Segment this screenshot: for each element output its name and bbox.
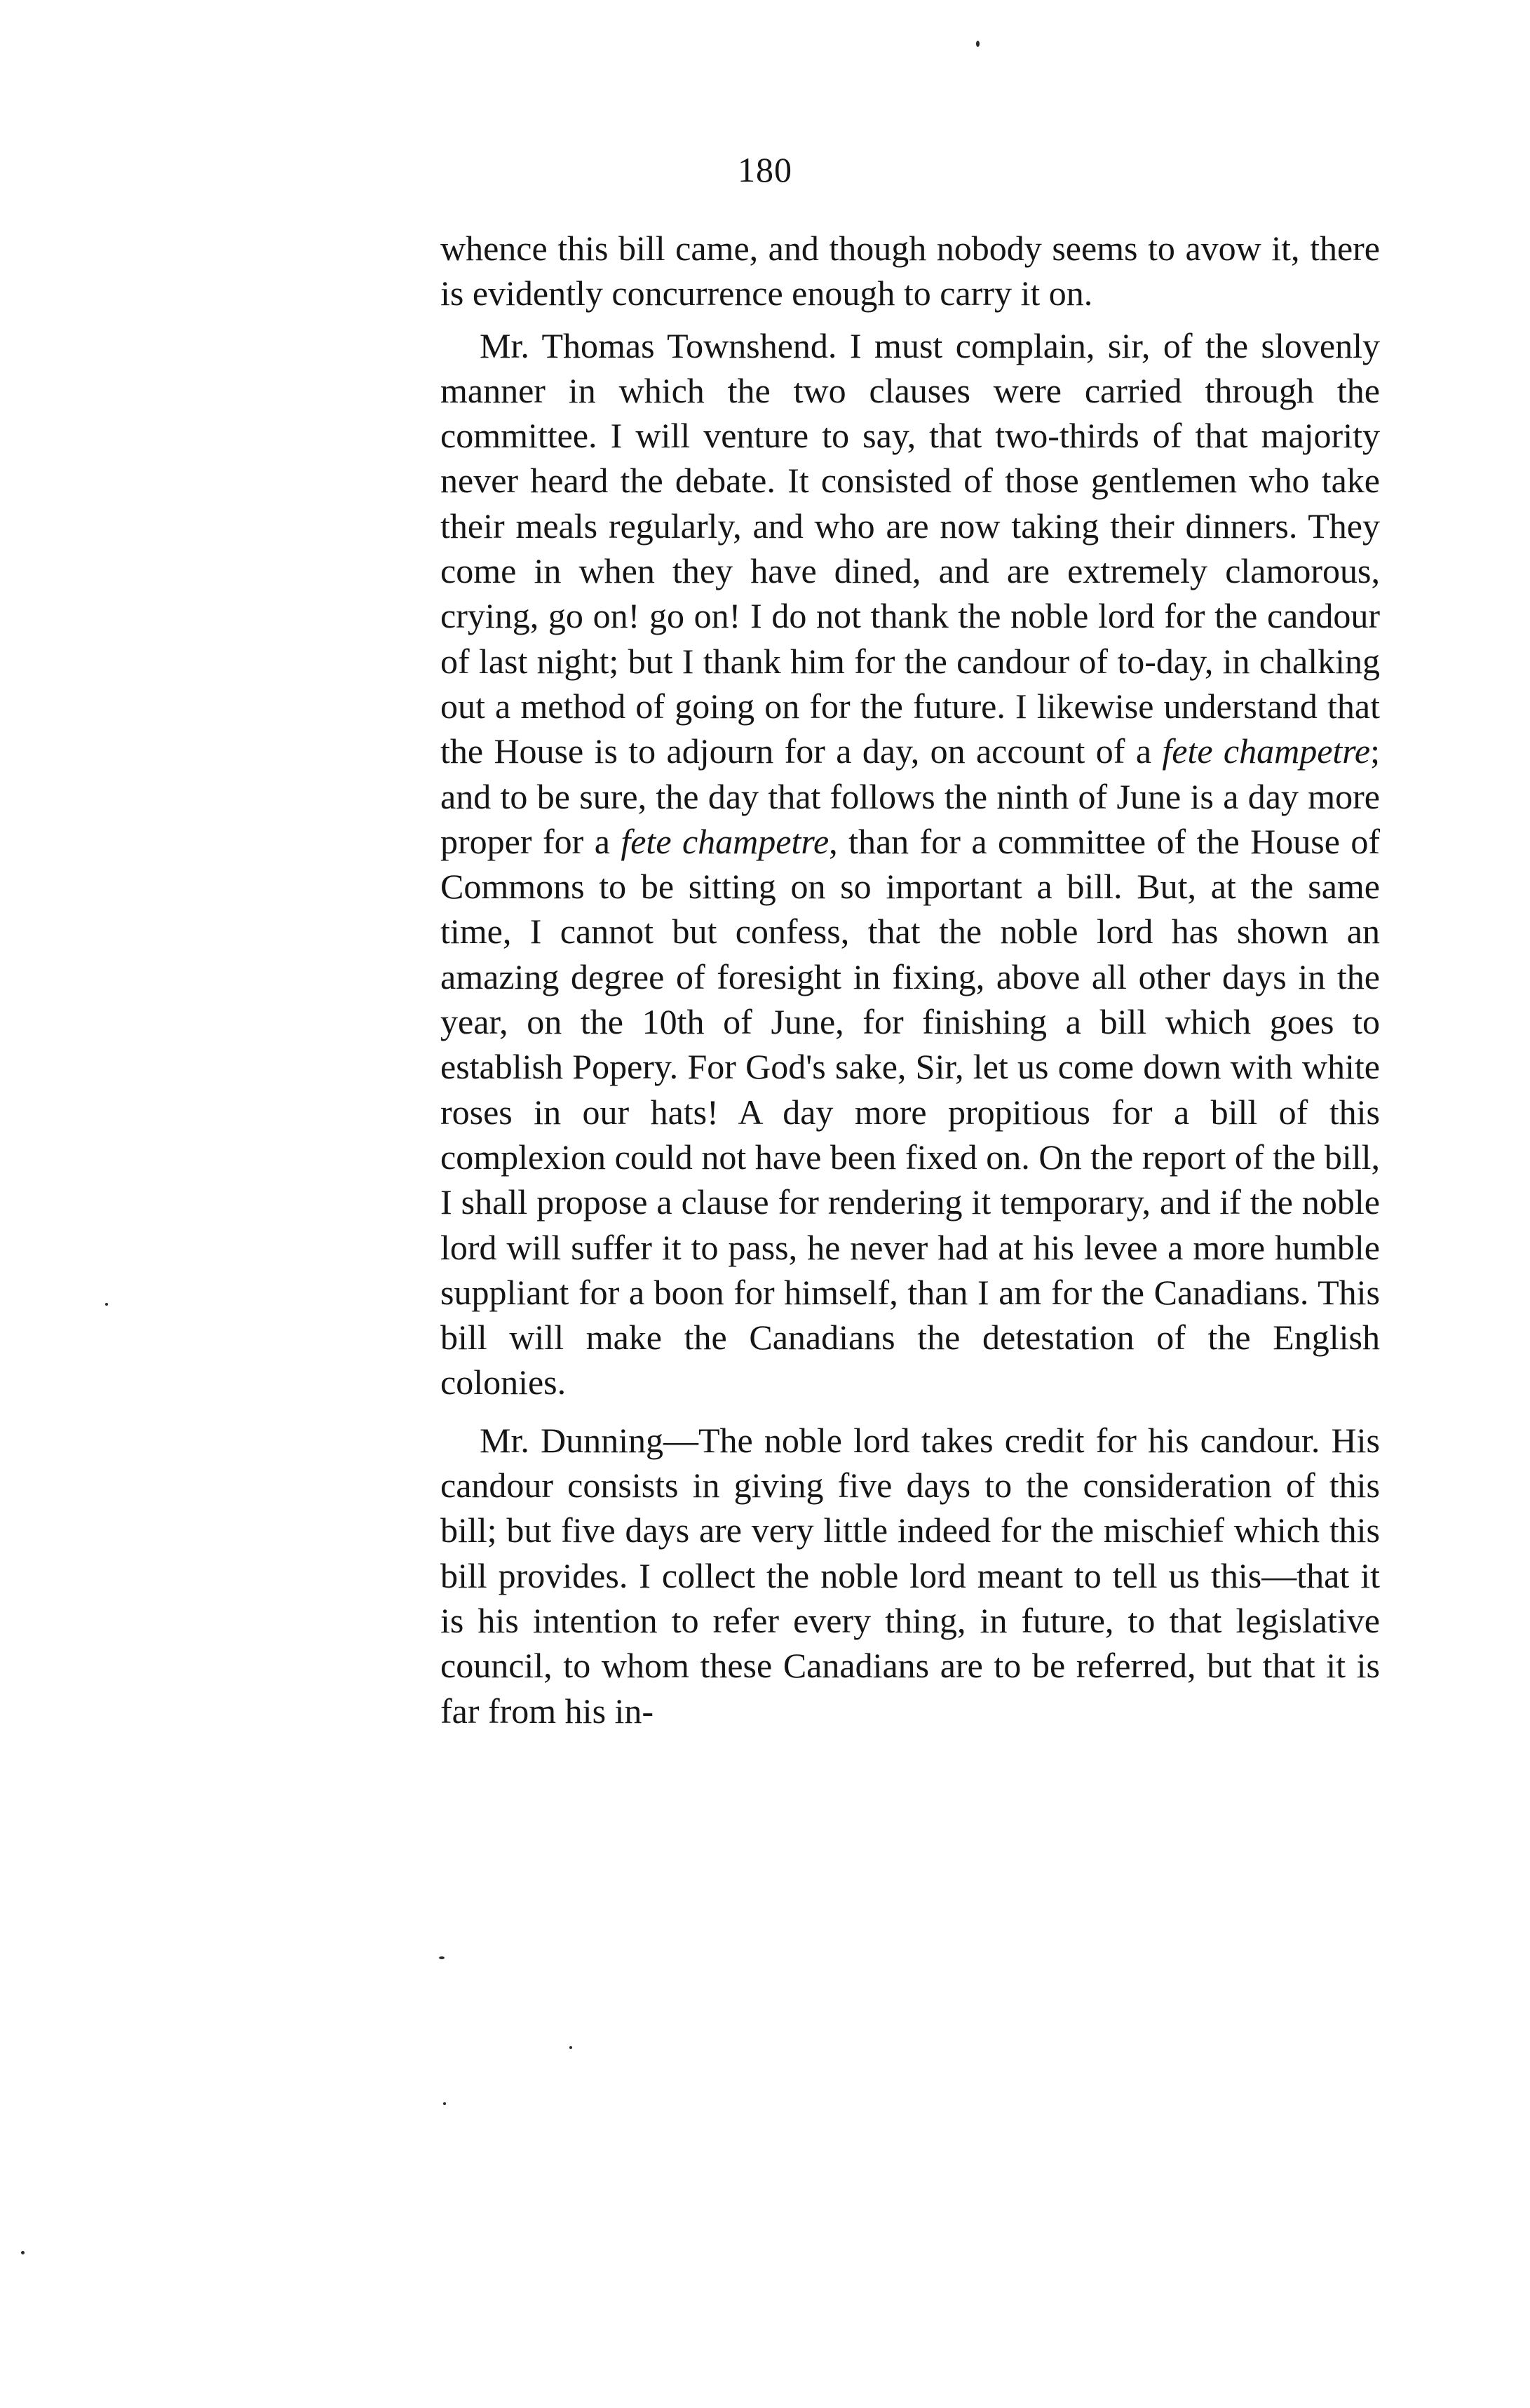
- paragraph-continuation: [440, 226, 1380, 316]
- scan-speck: [105, 1303, 108, 1306]
- italic-phrase: fete champetre: [1162, 731, 1371, 771]
- scan-speck: [569, 2046, 572, 2049]
- scan-speck: [439, 1956, 445, 1959]
- body-text: [440, 226, 1380, 1733]
- paragraph-townshend: [440, 323, 1380, 1405]
- text-segment: ; and to be sure, the day that follows the ninth of June is a day more proper for a: [440, 731, 1380, 861]
- text-segment: Mr. Dunning—The noble lord takes credit for his candour. His candour consists in giving five days to the consideration of this bill; but five days are very little indeed for the mischief which this bill provides. I collect the noble lord meant to tell us this—that it is his intention to refer every thing, in future, to that legislative council, to whom these Canadians are to be referred, but that it is far from his in-: [440, 1420, 1380, 1731]
- scan-speck: [21, 2251, 25, 2254]
- paragraph-dunning: [440, 1418, 1380, 1733]
- text-segment: , than for a committee of the House of Commons to be sitting on so important a bill. But, at the same time, I cannot but confess, that the noble lord has shown an amazing degree of foresight in fixing, above all other days in the year, on the 10th of June, for finishing a bill which goes to establish Popery. For God's sake, Sir, let us come down with white roses in our hats! A day more propitious for a bill of this complexion could not have been fixed on. On the report of the bill, I shall propose a clause for rendering it temporary, and if the noble lord will suffer it to pass, he never had at his levee a more humble suppliant for a boon for himself, than I am for the Canadians. This bill will make the Canadians the detestation of the English colonies.: [440, 821, 1380, 1402]
- text-segment: Mr. Thomas Townshend. I must complain, sir, of the slovenly manner in which the two clauses were carried through the committee. I will venture to say, that two-thirds of that majority never heard the debate. It consisted of those gentlemen who take their meals regularly, and who are now taking their dinners. They come in when they have dined, and are extremely clamorous, crying, go on! go on! I do not thank the noble lord for the candour of last night; but I thank him for the candour of to-day, in chalking out a method of going on for the future. I likewise understand that the House is to adjourn for a day, on account of a: [440, 325, 1380, 771]
- italic-phrase: fete champetre: [621, 821, 830, 861]
- text-segment: whence this bill came, and though nobody seems to avow it, there is evidently concurrence enough to carry it on.: [440, 229, 1380, 313]
- page-number: 180: [738, 150, 792, 189]
- scan-speck: [976, 41, 980, 47]
- scan-speck: [443, 2102, 446, 2105]
